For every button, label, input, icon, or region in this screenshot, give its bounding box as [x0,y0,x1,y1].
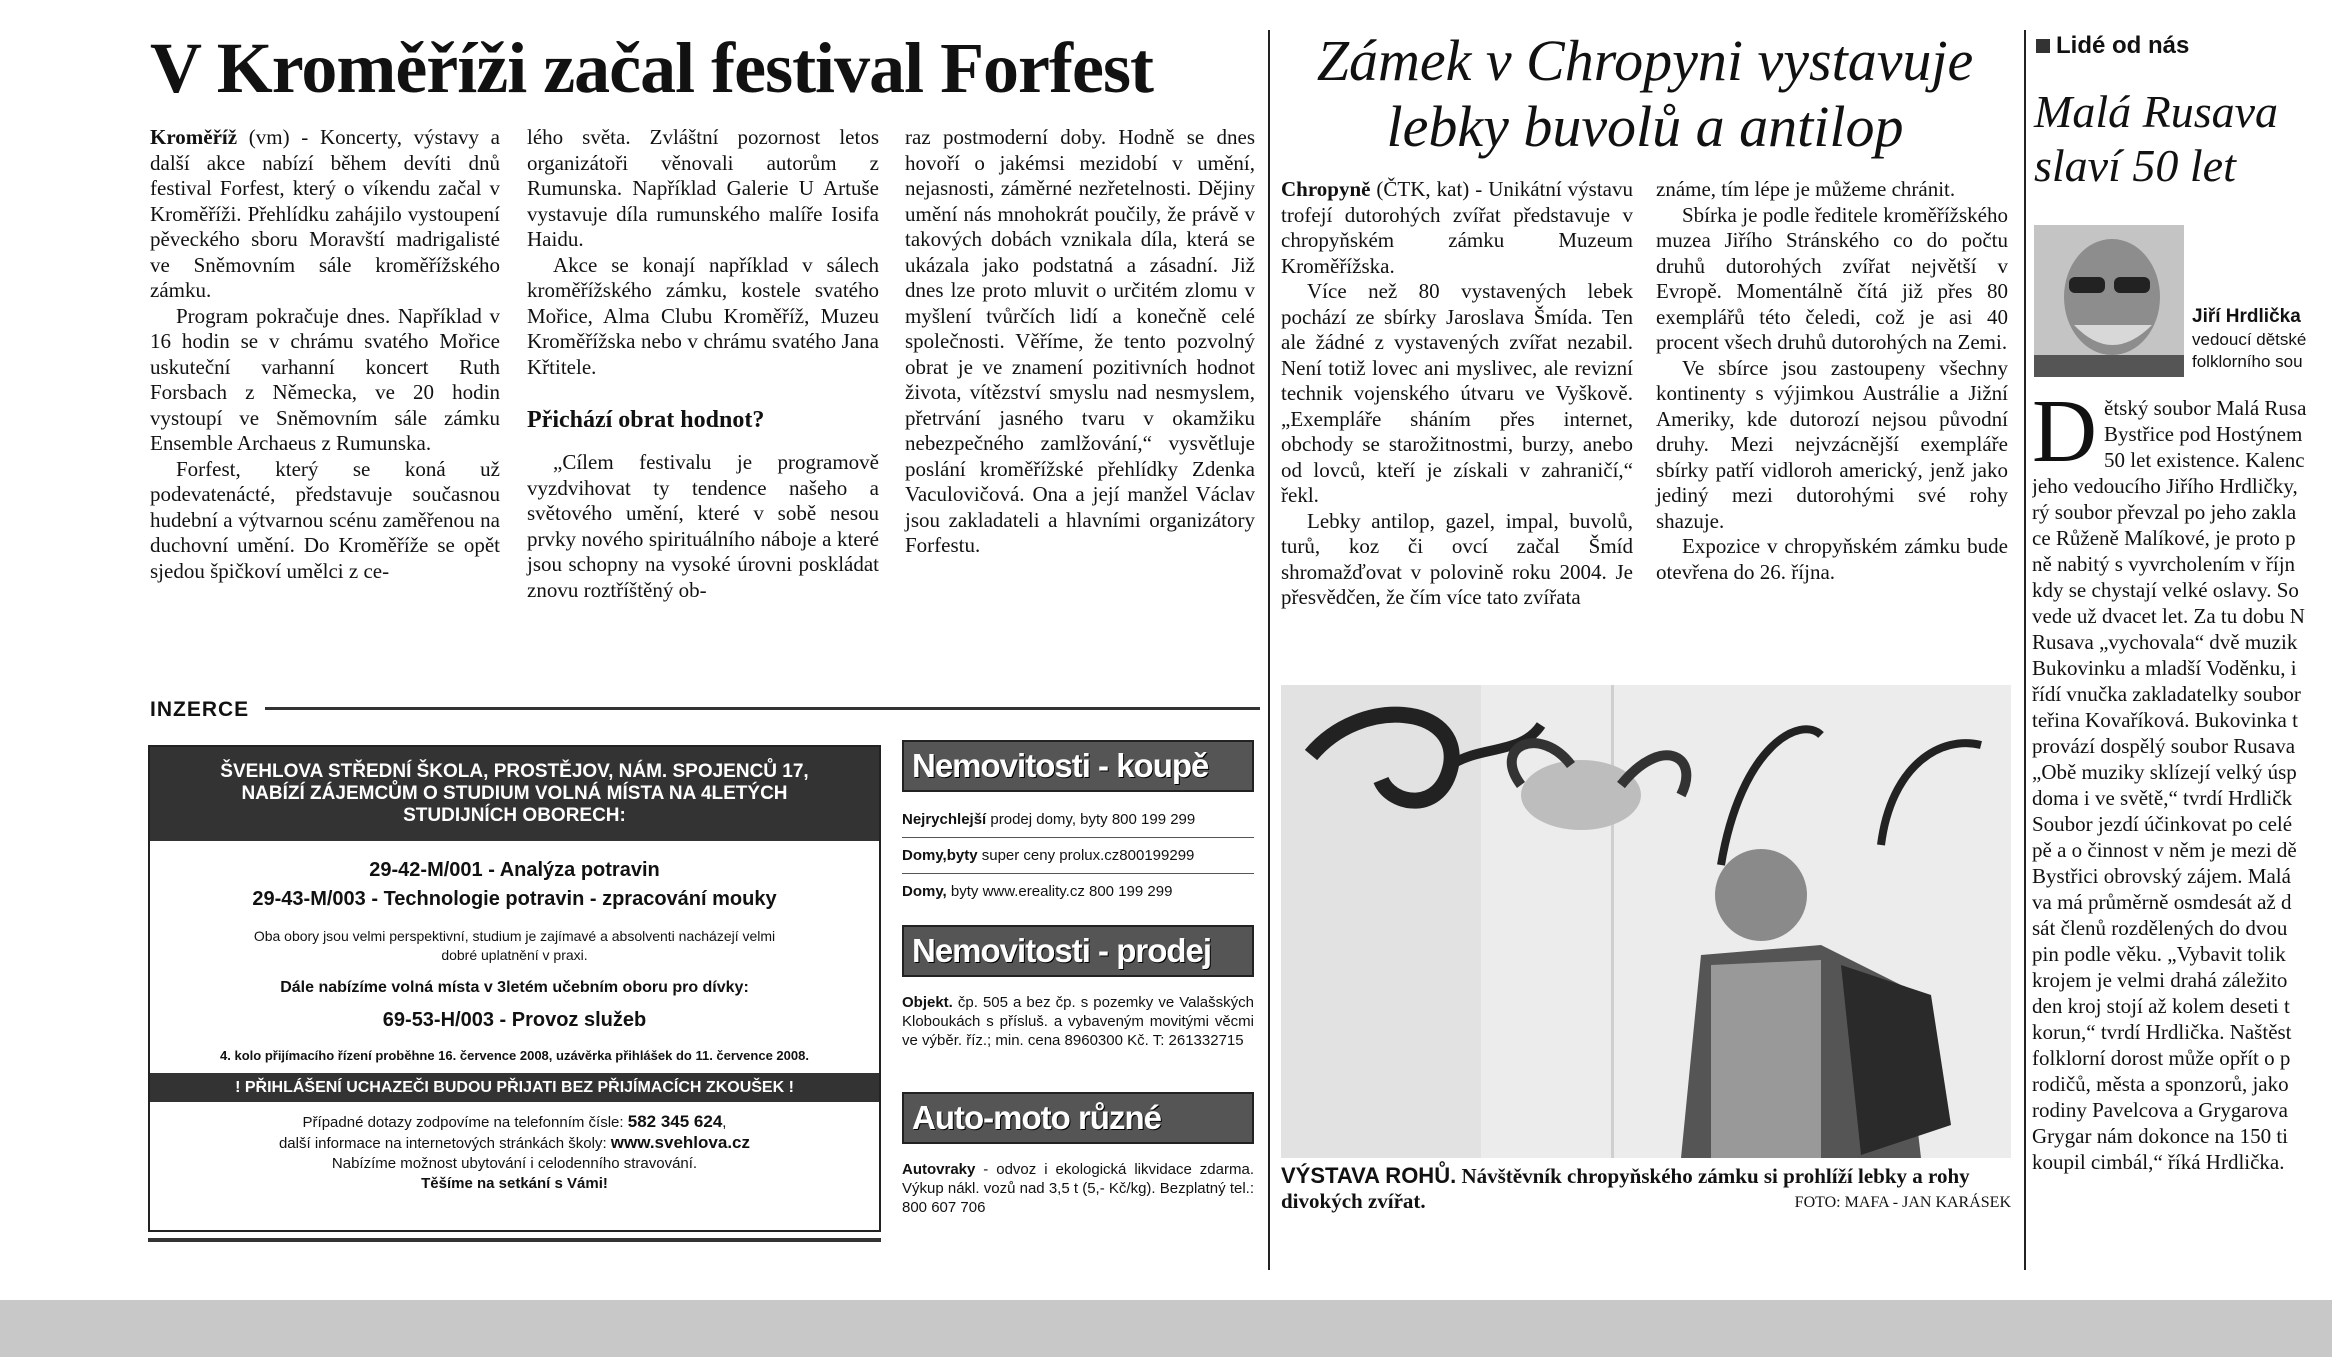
chropyne-paragraph: Sbírka je podle ředitele kroměřížského muzea Jiřího Stránského co do počtu druhů dutorohých zvířat největší v Evropě. Momentálně čítá již přes 80 exemplářů této čeledi, což je asi 40 procent všech druhů dutorohých na Zemi. [1656,202,2008,354]
chropyne-paragraph: známe, tím lépe je můžeme chránit. [1656,177,1956,201]
side-article-line: Rusava „vychovala“ dvě muzik [2032,630,2298,654]
ad-bottom-rule [148,1238,881,1242]
side-lines [2032,473,2332,1175]
forfest-paragraph: „Cílem festivalu je programově vyzdvihovat ty tendence našeho a světového umění, které v sobě nesou prvky nového spirituálního náboje a které jsou schopny na vysoké úrovni poskládat znovu roztříštěný ob- [527,450,879,602]
rubric: Lidé od nás [2036,32,2189,60]
side-article-line: Soubor jezdí účinkovat po celé [2032,812,2293,836]
inzerce-rule [265,707,1260,710]
school-website-link[interactable]: www.svehlova.cz [610,1133,751,1152]
school-ad [148,745,881,1232]
forfest-column-2 [527,125,879,603]
side-article-line: rodiny Pavelcova a Grygarova [2032,1098,2288,1122]
forfest-column-3 [905,125,1255,559]
side-article-line: jeho vedoucího Jiřího Hrdličky, [2032,474,2298,498]
school-field: 29-43-M/003 - Technologie potravin - zpracování mouky [252,888,777,910]
classified-item: Domy, byty www.ereality.cz 800 199 299 [902,883,1173,900]
forfest-paragraph: Akce se konají například v sálech kroměřížského zámku, kostele svatého Mořice, Alma Clubu Kroměříž, Muzeu Kroměřížska nebo v chrámu svatého Jana Křtitele. [527,252,879,379]
page-bottom-band [0,1300,2332,1357]
side-article-line: pin podle věku. „Vybavit tolik [2032,942,2286,966]
school-dates: 4. kolo přijímacího řízení proběhne 16. července 2008, uzávěrka přihlášek do 11. července 2008. [220,1048,809,1063]
forfest-lead-paragraph: Kroměříž (vm) - Koncerty, výstavy a další akce nabízí během devíti dnů festival Forfest, který o víkendu začal v Kroměříži. Přehlídku zahájilo vystoupení pěveckého sboru Moravští madrigalisté ve Sněmovním sále kroměřížského zámku. [150,125,500,302]
side-article-line: den kroj stojí až kolem deseti t [2032,994,2290,1018]
side-article-line: ce Růženě Malíkové, je proto p [2032,526,2296,550]
person-name: Jiří Hrdlička [2192,306,2301,327]
classified-item: Nejrychlejší prodej domy, byty 800 199 299 [902,808,1254,838]
person-credit [2192,305,2332,373]
classified-sell-item: Objekt. čp. 505 a bez čp. s pozemky ve Valašských Kloboukách s přísluš. a vybaveným movitými věcmi ve výběr. říz.; min. cena 8960300 Kč. T: 261332715 [902,994,1254,1049]
side-article-line: Grygar nám dokonce na 150 ti [2032,1124,2289,1148]
article-headline-chropyne: Zámek v Chropyni vystavuje lebky buvolů a antilop [1316,28,1974,159]
classified-item: Domy,byty super ceny prolux.cz800199299 [902,838,1254,874]
square-bullet-icon [2036,39,2050,53]
photo-caption: VÝSTAVA ROHŮ. Návštěvník chropyňského zámku si prohlíží lebky a rohy divokých zvířat. FOTO: MAFA - JAN KARÁSEK [1281,1163,2011,1213]
column-rule [2024,30,2026,1270]
side-article-line: Bystřici obrovský zájem. Malá [2032,864,2291,888]
school-field: 29-42-M/001 - Analýza potravin [369,859,660,881]
side-article-line: řídí vnučka zakladatelky soubor [2032,682,2301,706]
caption-lead: VÝSTAVA ROHŮ. [1281,1163,1457,1188]
person-role: folklorního sou [2192,352,2303,371]
side-article-line: va má průměrně osmdesát až d [2032,890,2292,914]
chropyne-paragraph: Více než 80 vystavených lebek pochází ze sbírky Jaroslava Šmída. Ten ale žádné z vystavených zvířat nezabil. Není totiž lovec ani myslivec, ale revizní technik vojenského útvaru ve Vyškově. „Exempláře sháním přes internet, obchody se starožitnostmi, burzy, anebo od lovců, kteří je získali v zahraničí,“ řekl. [1281,279,1633,507]
classified-heading-auto: Auto-moto různé [902,1092,1254,1144]
classified-list-buy [902,808,1254,909]
side-article-line: vede už dvacet let. Za tu dobu N [2032,604,2305,628]
chropyne-lead-paragraph: Chropyně (ČTK, kat) - Unikátní výstavu trofejí dutorohých zvířat představuje v chropyňském zámku Muzeum Kroměřížska. [1281,177,1633,278]
side-article-line: pě a o činnost v něm je mezi dě [2032,838,2297,862]
forfest-paragraph: raz postmoderní doby. Hodně se dnes hovoří o jakémsi mezidobí v umění, nejasnosti, záměrné nezřetelnosti. Dějiny umění nás mnohokrát poučily, že právě v takových dobách vznikala díla, která se ukázala jako podstatná a zásadní. Již dnes lze proto mluvit o určitém zlomu v myšlení tvůrčích lidí a konečně celé společnosti. Věříme, že tento pozvolný obrat je ve znamení pozitivních hodnot života, vítězství smyslu nad nesmyslem, přetrvání jasného tvaru v okamžiku nebezpečného zamlžování,“ vysvětluje poslání kroměřížské přehlídky Zdenka Vaculovičová. Ona a její manžel Václav jsou zakladateli a hlavními organizátory Forfestu. [905,125,1255,557]
dropcap: D [2032,395,2097,481]
chropyne-column-1 [1281,177,1633,611]
chropyne-paragraph: Ve sbírce jsou zastoupeny všechny kontinenty s výjimkou Austrálie a Jižní Ameriky, kde dutorozí nejsou původní druhy. Mezi nejvzácnější exempláře sbírky patří vidloroh americký, jenž jako jediný mezi dutorohými své rohy shazuje. [1656,355,2008,533]
side-article-line: korun,“ tvrdí Hrdlička. Naštěst [2032,1020,2292,1044]
chropyne-column-2 [1656,177,2008,585]
forfest-subhead: Přichází obrat hodnot? [527,407,765,433]
article-headline-forfest: V Kroměříži začal festival Forfest [150,28,1153,108]
side-article-line: koupil cimbál,“ říká Hrdlička. [2032,1150,2285,1174]
school-contact: Případné dotazy zodpovíme na telefonním čísle: 582 345 624, další informace na internetových stránkách školy: www.svehlova.cz Nabízíme možnost ubytování i celodenního stravování. Těšíme na setkání s Vámi! [278,1112,751,1192]
school-ad-banner: ! PŘIHLÁŠENÍ UCHAZEČI BUDOU PŘIJATI BEZ PŘIJÍMACÍCH ZKOUŠEK ! [150,1073,879,1102]
side-article-line: kdy se chystají velké oslavy. So [2032,578,2299,602]
side-article-line: folklorní dorost může opřít o p [2032,1046,2291,1070]
photo-credit: FOTO: MAFA - JAN KARÁSEK [1794,1194,2011,1211]
school-field: 69-53-H/003 - Provoz služeb [382,1009,647,1031]
side-article-body [2032,395,2332,1175]
exhibition-photo [1281,685,2011,1158]
chropyne-paragraph: Expozice v chropyňském zámku bude otevřena do 26. října. [1656,534,2008,584]
inzerce-label: INZERCE [150,698,250,721]
forfest-paragraph: Forfest, který se koná už podevatenácté, představuje současnou hudební a výtvarnou scénu zaměřenou na duchovní umění. Do Kroměříže se opět sjedou špičkoví umělci z ce- [150,456,500,583]
school-note: Oba obory jsou velmi perspektivní, studium je zajímavé a absolventi nacházejí velmi dobré uplatnění v praxi. [253,928,776,963]
forfest-column-1 [150,125,500,584]
side-article-line: rodičů, města a sponzorů, jako [2032,1072,2289,1096]
side-article-line: Bukovinku a mladší Voděnku, i [2032,656,2297,680]
side-article-line: rý soubor převzal po jeho zakla [2032,500,2297,524]
dateline: Kroměříž [150,125,238,149]
side-article-line: doma i ve světě,“ tvrdí Hrdličk [2032,786,2293,810]
column-rule [1268,30,1270,1270]
person-role: vedoucí dětské [2192,330,2307,349]
portrait-drawing [2034,225,2184,377]
classified-heading-buy: Nemovitosti - koupě [902,740,1254,792]
side-headline: Malá Rusava slaví 50 let [2034,86,2279,191]
forfest-paragraph: lého světa. Zvláštní pozornost letos organizátoři věnovali autorům z Rumunska. Například Galerie U Artuše vystavuje díla rumunského malíře Iosifa Haidu. [527,125,879,251]
classified-heading-sell: Nemovitosti - prodej [902,925,1254,977]
side-article-line: ně nabitý s vyvrcholením v říjn [2032,552,2296,576]
side-article-line: provází dospělý soubor Rusava [2032,734,2296,758]
dateline: Chropyně [1281,177,1371,201]
portrait-photo [2034,225,2184,377]
classified-auto-item: Autovraky - odvoz i ekologická likvidace zdarma. Výkup nákl. vozů nad 3,5 t (5,- Kč/kg). Bezplatný tel.: 800 607 706 [902,1161,1254,1216]
side-article-line: „Obě muziky sklízejí velký úsp [2032,760,2297,784]
side-article-line: sát členů rozdělených do dvou [2032,916,2288,940]
side-indented-lines: ětský soubor Malá Rusa Bystřice pod Hostýnem 50 let existence. Kalenc [2104,396,2307,472]
side-article-line: krojem je velmi drahá záležito [2032,968,2288,992]
side-article-line: teřina Kovaříková. Bukovinka t [2032,708,2298,732]
school-offer: Dále nabízíme volná místa v 3letém učebním oboru pro dívky: [280,979,749,996]
forfest-paragraph: Program pokračuje dnes. Například v 16 hodin se v chrámu svatého Mořice uskuteční varhanní koncert Ruth Forsbach z Německa, ve 20 hodin vystoupí ve Sněmovním sále zámku Ensemble Archaeus z Rumunska. [150,303,500,455]
school-ad-header: ŠVEHLOVA STŘEDNÍ ŠKOLA, PROSTĚJOV, NÁM. SPOJENCŮ 17, NABÍZÍ ZÁJEMCŮM O STUDIUM VOLNÁ MÍSTA NA 4LETÝCH STUDIJNÍCH OBORECH: [150,747,879,841]
exhibition-photo-drawing [1281,685,2011,1158]
chropyne-paragraph: Lebky antilop, gazel, impal, buvolů, turů, koz či ovcí začal Šmíd shromažďovat v polovině roku 2004. Je přesvědčen, že čím více tato zvířata [1281,508,1633,609]
